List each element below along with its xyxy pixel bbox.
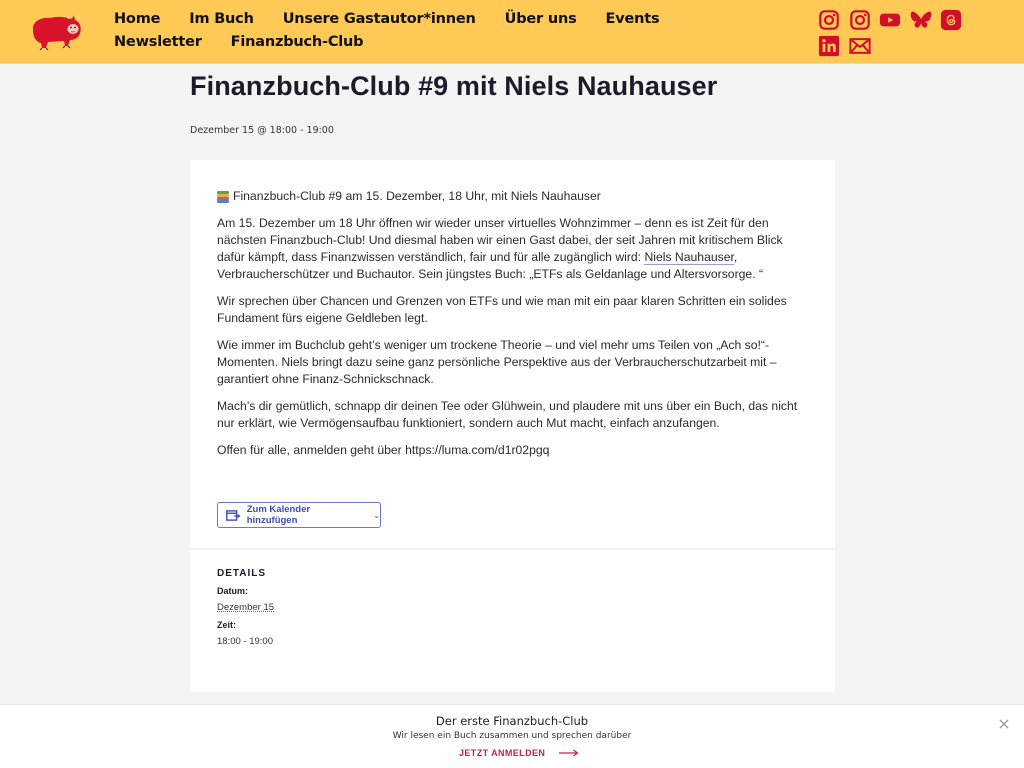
nav-events[interactable]: Events: [605, 11, 660, 27]
social-links: [818, 9, 998, 57]
arrow-right-icon: [559, 749, 579, 757]
date-label: Datum:: [217, 586, 248, 596]
nav-newsletter[interactable]: Newsletter: [114, 34, 202, 50]
page-title: Finanzbuch-Club #9 mit Niels Nauhauser: [190, 71, 718, 101]
nav-finanzbuch-club[interactable]: Finanzbuch-Club: [230, 34, 364, 50]
paragraph-text: Am 15. Dezember um 18 Uhr öffnen wir wieder unser virtuelles Wohnzimmer – denn es ist Zeit für den nächsten Finanzbuch-Club! Und diesmal haben wir einen Gast dabei, der seit Jahren mit kritischem Blick dafür kämpft, dass Finanzwissen verständlich, fair und für alle zugänglich wird:: [217, 216, 783, 264]
threads-icon[interactable]: [940, 9, 962, 31]
event-paragraph-5: Offen für alle, anmelden geht über https://luma.com/d1r02pgq: [217, 443, 550, 457]
paragraph-text: , Verbraucherschützer und Buchautor. Sein jüngstes Buch: „ETFs als Geldanlage und Altersvorsorge. “: [217, 250, 764, 281]
nav-im-buch[interactable]: Im Buch: [189, 11, 254, 27]
event-paragraph-3: Wie immer im Buchclub geht’s weniger um trockene Theorie – und viel mehr ums Teilen von „Ach so!“-Momenten. Niels bringt dazu seine ganz persönliche Perspektive aus der Verbraucherschutzarbeit mit – garantiert ohne Finanz-Schnickschnack.: [217, 338, 777, 386]
time-label: Zeit:: [217, 620, 236, 630]
books-emoji-icon: [217, 191, 229, 203]
event-lead: [217, 188, 811, 205]
bluesky-icon[interactable]: [910, 9, 932, 31]
banner-subtitle: Wir lesen ein Buch zusammen und sprechen darüber: [392, 731, 632, 741]
instagram-icon[interactable]: [849, 9, 871, 31]
add-to-calendar-label: Zum Kalender hinzufügen: [246, 504, 311, 526]
instagram-icon[interactable]: [818, 9, 840, 31]
event-paragraph-1: [217, 215, 811, 283]
add-to-calendar-button[interactable]: [217, 502, 381, 528]
nav-ueber-uns[interactable]: Über uns: [504, 11, 577, 27]
niels-nauhauser-link[interactable]: Niels Nauhauser: [644, 250, 734, 264]
mail-icon[interactable]: [849, 35, 871, 57]
section-divider: [190, 548, 835, 550]
details-heading: DETAILS: [217, 568, 267, 579]
event-description: [217, 188, 811, 469]
event-lead-text: Finanzbuch-Club #9 am 15. Dezember, 18 Uhr, mit Niels Nauhauser: [233, 189, 601, 203]
time-value: 18:00 - 19:00: [217, 636, 273, 647]
nav-home[interactable]: Home: [114, 11, 161, 27]
date-value: Dezember 15: [217, 602, 275, 613]
cow-logo-icon: [28, 10, 84, 54]
chevron-down-icon: ⌄: [373, 510, 380, 520]
main-nav: [114, 10, 734, 52]
calendar-export-icon: [226, 510, 241, 521]
banner-title: Der erste Finanzbuch-Club: [435, 714, 589, 728]
promo-banner: [0, 704, 1024, 768]
linkedin-icon[interactable]: [818, 35, 840, 57]
register-now-label: JETZT ANMELDEN: [459, 748, 546, 758]
event-paragraph-4: Mach’s dir gemütlich, schnapp dir deinen Tee oder Glühwein, und plaudere mit uns über ein Buch, das nicht nur erklärt, wie Vermögensaufbau funktioniert, sondern auch Mut macht, einfach anzufangen.: [217, 399, 798, 430]
event-card: [190, 160, 835, 692]
youtube-icon[interactable]: [879, 9, 901, 31]
logo-red-cow[interactable]: [28, 10, 84, 54]
event-paragraph-2: Wir sprechen über Chancen und Grenzen von ETFs und wie man mit ein paar klaren Schritten ein solides Fundament fürs eigene Geldleben legt.: [217, 294, 787, 325]
event-date-line: Dezember 15 @ 18:00 - 19:00: [190, 125, 334, 136]
register-now-link[interactable]: [459, 748, 579, 758]
event-details: [217, 568, 274, 654]
site-header: [0, 0, 1024, 64]
close-icon[interactable]: [997, 717, 1011, 731]
nav-gastautorinnen[interactable]: Unsere Gastautor*innen: [282, 11, 476, 27]
